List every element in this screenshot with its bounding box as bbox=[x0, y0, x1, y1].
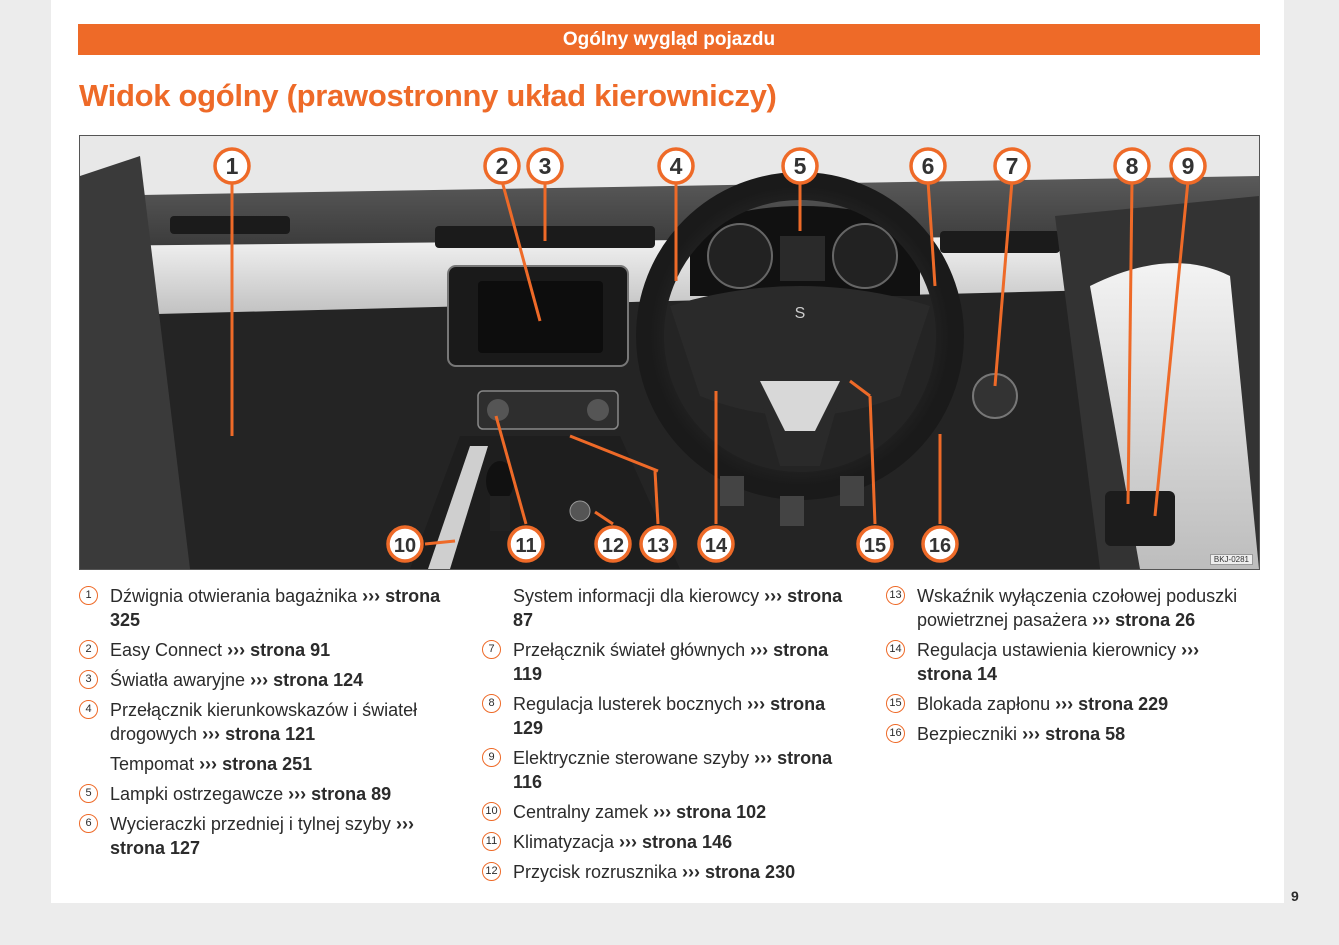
callout-4 bbox=[659, 149, 693, 183]
legend-text: Dźwignia otwierania bagażnika bbox=[110, 586, 358, 606]
page-ref-link[interactable]: strona 146 bbox=[642, 832, 733, 852]
callout-label: 11 bbox=[515, 535, 537, 557]
page-ref-arrow: ››› bbox=[1055, 694, 1074, 714]
legend-text: Easy Connect bbox=[110, 640, 223, 660]
legend-item bbox=[482, 860, 852, 884]
legend-text: Bezpieczniki bbox=[917, 724, 1018, 744]
page-ref-link[interactable]: strona 124 bbox=[273, 670, 364, 690]
page-ref-arrow: ››› bbox=[362, 586, 381, 606]
callout-label: 10 bbox=[393, 535, 417, 557]
callout-2 bbox=[485, 149, 519, 183]
dashboard-figure bbox=[79, 135, 1260, 570]
legend-number: 7 bbox=[482, 640, 501, 659]
legend-item bbox=[886, 722, 1256, 746]
legend-number: 1 bbox=[79, 586, 98, 605]
legend-number: 11 bbox=[482, 832, 501, 851]
page-ref-link[interactable]: strona 58 bbox=[1045, 724, 1126, 744]
callout-label: 1 bbox=[225, 153, 239, 179]
legend-item bbox=[482, 584, 852, 632]
page-ref-arrow: ››› bbox=[395, 814, 414, 834]
legend-text: Wskaźnik wyłączenia czołowej poduszki powietrznej pasażera bbox=[917, 586, 1238, 630]
page-ref-link[interactable]: strona 127 bbox=[110, 838, 201, 858]
callout-5 bbox=[783, 149, 817, 183]
page-ref-link[interactable]: strona 89 bbox=[311, 784, 392, 804]
page-ref-arrow: ››› bbox=[619, 832, 638, 852]
legend-text: Elektrycznie sterowane szyby bbox=[513, 748, 750, 768]
callout-7 bbox=[995, 149, 1029, 183]
legend-text: Przycisk rozrusznika bbox=[513, 862, 678, 882]
legend-text: Lampki ostrzegawcze bbox=[110, 784, 284, 804]
page-ref-link[interactable]: strona 129 bbox=[513, 694, 826, 738]
callout-label: 15 bbox=[863, 535, 887, 557]
legend-item bbox=[482, 746, 852, 794]
legend-number: 13 bbox=[886, 586, 905, 605]
page-ref-link[interactable]: strona 251 bbox=[222, 754, 313, 774]
legend-number: 12 bbox=[482, 862, 501, 881]
page-ref-arrow: ››› bbox=[199, 754, 218, 774]
callout-8 bbox=[1115, 149, 1149, 183]
legend-text: Światła awaryjne bbox=[110, 670, 246, 690]
legend-column-2 bbox=[482, 584, 852, 890]
callout-label: 12 bbox=[601, 535, 625, 557]
page-ref-link[interactable]: strona 14 bbox=[917, 664, 998, 684]
callout-6 bbox=[911, 149, 945, 183]
page-ref-arrow: ››› bbox=[750, 640, 769, 660]
callout-label: 4 bbox=[669, 153, 683, 179]
callout-label: 7 bbox=[1005, 153, 1019, 179]
legend-number: 2 bbox=[79, 640, 98, 659]
callout-label: 16 bbox=[928, 535, 952, 557]
legend-text: Blokada zapłonu bbox=[917, 694, 1051, 714]
page-ref-arrow: ››› bbox=[764, 586, 783, 606]
callout-11 bbox=[509, 527, 543, 561]
legend-item bbox=[886, 692, 1256, 716]
callout-label: 5 bbox=[793, 153, 807, 179]
callout-13 bbox=[641, 527, 675, 561]
legend-number: 3 bbox=[79, 670, 98, 689]
legend-text: Regulacja lusterek bocznych bbox=[513, 694, 743, 714]
legend-text: Wycieraczki przedniej i tylnej szyby bbox=[110, 814, 391, 834]
legend-text: Klimatyzacja bbox=[513, 832, 615, 852]
legend-text: Przełącznik świateł głównych bbox=[513, 640, 746, 660]
callout-label: 2 bbox=[495, 153, 509, 179]
legend-item bbox=[886, 638, 1256, 686]
legend-item bbox=[79, 698, 449, 746]
legend-number: 5 bbox=[79, 784, 98, 803]
section-header: Ogólny wygląd pojazdu bbox=[78, 24, 1260, 55]
callout-12 bbox=[596, 527, 630, 561]
callout-15 bbox=[858, 527, 892, 561]
page-ref-link[interactable]: strona 91 bbox=[250, 640, 331, 660]
legend-item bbox=[482, 638, 852, 686]
legend-item bbox=[79, 752, 449, 776]
callout-3 bbox=[528, 149, 562, 183]
page-ref-arrow: ››› bbox=[202, 724, 221, 744]
legend-item bbox=[886, 584, 1256, 632]
legend-text: Centralny zamek bbox=[513, 802, 649, 822]
page-ref-link[interactable]: strona 87 bbox=[513, 586, 843, 630]
page-ref-arrow: ››› bbox=[682, 862, 701, 882]
legend-number: 9 bbox=[482, 748, 501, 767]
callout-9 bbox=[1171, 149, 1205, 183]
page-title: Widok ogólny (prawostronny układ kierowniczy) bbox=[79, 78, 777, 113]
page-ref-link[interactable]: strona 325 bbox=[110, 586, 441, 630]
page-ref-arrow: ››› bbox=[1022, 724, 1041, 744]
page-ref-arrow: ››› bbox=[754, 748, 773, 768]
page-ref-link[interactable]: strona 116 bbox=[513, 748, 833, 792]
legend-column-3 bbox=[886, 584, 1256, 752]
page-ref-link[interactable]: strona 119 bbox=[513, 640, 829, 684]
svg-text:S: S bbox=[794, 305, 806, 322]
callout-label: 13 bbox=[646, 535, 670, 557]
page-ref-arrow: ››› bbox=[250, 670, 269, 690]
page-number: 9 bbox=[1291, 888, 1299, 904]
legend-number: 10 bbox=[482, 802, 501, 821]
page-ref-arrow: ››› bbox=[653, 802, 672, 822]
legend-item bbox=[79, 812, 449, 860]
page-ref-arrow: ››› bbox=[1181, 640, 1200, 660]
legend-item bbox=[79, 584, 449, 632]
legend-text: Przełącznik kierunkowskazów i świateł drogowych bbox=[110, 700, 418, 744]
callout-label: 8 bbox=[1125, 153, 1139, 179]
legend-item bbox=[79, 668, 449, 692]
legend-number: 16 bbox=[886, 724, 905, 743]
legend-item bbox=[482, 692, 852, 740]
legend-number: 8 bbox=[482, 694, 501, 713]
page-ref-arrow: ››› bbox=[227, 640, 246, 660]
legend-text: Tempomat bbox=[110, 754, 195, 774]
legend-number: 6 bbox=[79, 814, 98, 833]
legend-item bbox=[482, 830, 852, 854]
legend-number: 4 bbox=[79, 700, 98, 719]
page-ref-arrow: ››› bbox=[1092, 610, 1111, 630]
page-ref-link[interactable]: strona 229 bbox=[1078, 694, 1169, 714]
callout-16 bbox=[923, 527, 957, 561]
legend-item bbox=[79, 638, 449, 662]
page-ref-link[interactable]: strona 230 bbox=[705, 862, 796, 882]
callout-label: 14 bbox=[704, 535, 728, 557]
legend-text: System informacji dla kierowcy bbox=[513, 586, 760, 606]
figure-code: BKJ-0281 bbox=[1210, 554, 1253, 565]
legend-item bbox=[482, 800, 852, 824]
callout-label: 6 bbox=[921, 153, 935, 179]
callout-label: 9 bbox=[1181, 153, 1195, 179]
legend-item bbox=[79, 782, 449, 806]
callout-label: 3 bbox=[538, 153, 552, 179]
legend-number: 15 bbox=[886, 694, 905, 713]
page-ref-link[interactable]: strona 121 bbox=[225, 724, 316, 744]
callout-14 bbox=[699, 527, 733, 561]
legend-column-1 bbox=[79, 584, 449, 866]
dashboard-illustration bbox=[80, 136, 1259, 569]
legend-number: 14 bbox=[886, 640, 905, 659]
page-ref-link[interactable]: strona 26 bbox=[1115, 610, 1196, 630]
legend-text: Regulacja ustawienia kierownicy bbox=[917, 640, 1177, 660]
callout-10 bbox=[388, 527, 422, 561]
callout-1 bbox=[215, 149, 249, 183]
page-ref-link[interactable]: strona 102 bbox=[676, 802, 767, 822]
page-ref-arrow: ››› bbox=[288, 784, 307, 804]
page-ref-arrow: ››› bbox=[747, 694, 766, 714]
